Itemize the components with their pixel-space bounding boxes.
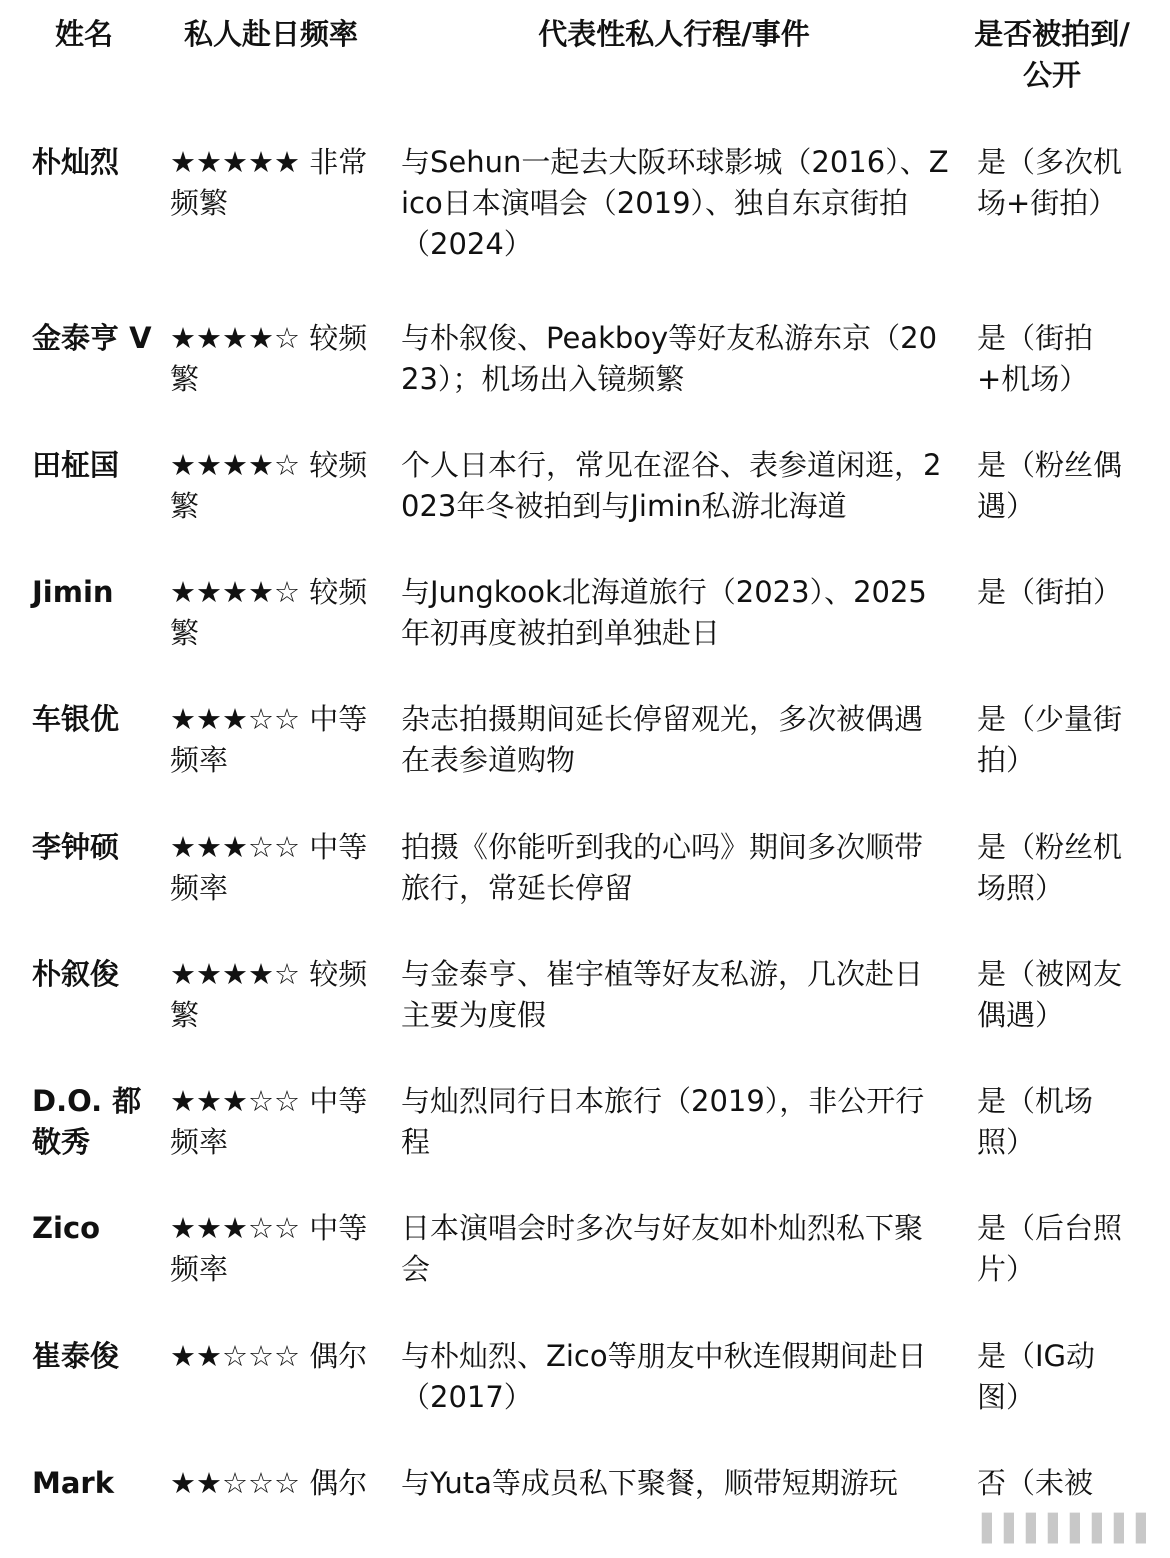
table-row [0,142,1170,270]
table-row [0,572,1170,700]
cell-events: 日本演唱会时多次与好友如朴灿烈私下聚会 [401,1211,924,1286]
table-row [0,699,1170,827]
header-public: 是否被拍到/公开 [974,17,1130,92]
cell-frequency: ★★★☆☆ 中等频率 [170,830,368,905]
cell-frequency: ★★★★☆ 较频繁 [170,448,368,523]
header-name: 姓名 [54,17,113,51]
cell-name: Zico [32,1211,101,1245]
cell-frequency: ★★★☆☆ 中等频率 [170,1084,368,1159]
cell-name: 朴灿烈 [32,145,120,179]
cell-frequency: ★★★★★ 非常频繁 [170,145,368,220]
cell-events: 拍摄《你能听到我的心吗》期间多次顺带旅行，常延长停留 [401,830,924,905]
cell-events: 与朴灿烈、Zico等朋友中秋连假期间赴日（2017） [401,1339,927,1414]
table-row [0,1336,1170,1464]
watermark-stripes: ▌▌▌▌▌▌▌▌ [982,1514,1158,1544]
cell-events: 与灿烈同行日本旅行（2019），非公开行程 [401,1084,925,1159]
cell-events: 与金泰亨、崔宇植等好友私游，几次赴日主要为度假 [401,957,924,1032]
cell-frequency: ★★★☆☆ 中等频率 [170,1211,368,1286]
cell-events: 与Jungkook北海道旅行（2023）、2025年初再度被拍到单独赴日 [401,575,927,650]
cell-name: 崔泰俊 [32,1339,120,1373]
cell-events: 杂志拍摄期间延长停留观光，多次被偶遇在表参道购物 [401,702,924,777]
cell-events: 与Sehun一起去大阪环球影城（2016）、Zico日本演唱会（2019）、独自东京街拍（2024） [401,145,949,261]
cell-name: 车银优 [32,702,120,736]
cell-public: 是（粉丝机场照） [977,830,1123,905]
cell-events: 与朴叙俊、Peakboy等好友私游东京（2023）；机场出入镜频繁 [401,321,938,396]
cell-name: Jimin [32,575,114,609]
cell-events: 与Yuta等成员私下聚餐，顺带短期游玩 [401,1466,898,1500]
cell-frequency: ★★★★☆ 较频繁 [170,321,368,396]
cell-name: 朴叙俊 [32,957,120,991]
cell-public: 是（后台照片） [977,1211,1123,1286]
table-row [0,1081,1170,1209]
table-row [0,827,1170,955]
cell-frequency: ★★★★☆ 较频繁 [170,957,368,1032]
cell-name: Mark [32,1466,115,1500]
header-events: 代表性私人行程/事件 [538,17,810,51]
cell-public: 是（街拍+机场） [977,321,1094,396]
cell-frequency: ★★★☆☆ 中等频率 [170,702,368,777]
cell-frequency: ★★☆☆☆ 偶尔 [170,1466,368,1500]
cell-events: 个人日本行，常见在涩谷、表参道闲逛，2023年冬被拍到与Jimin私游北海道 [401,448,942,523]
cell-frequency: ★★★★☆ 较频繁 [170,575,368,650]
cell-public: 是（粉丝偶遇） [977,448,1123,523]
table-row [0,318,1170,446]
cell-name: D.O. 都敬秀 [32,1084,142,1159]
cell-public: 否（未被 [977,1466,1094,1500]
table-row [0,445,1170,573]
cell-public: 是（机场照） [977,1084,1094,1159]
cell-name: 田柾国 [32,448,120,482]
cell-public: 是（IG动图） [977,1339,1096,1414]
header-frequency: 私人赴日频率 [183,17,358,51]
cell-name: 金泰亨 V [32,321,152,355]
cell-public: 是（多次机场+街拍） [977,145,1123,220]
table-row [0,954,1170,1082]
table-row [0,1208,1170,1336]
cell-public: 是（被网友偶遇） [977,957,1123,1032]
cell-name: 李钟硕 [32,830,120,864]
cell-public: 是（少量街拍） [977,702,1123,777]
cell-frequency: ★★☆☆☆ 偶尔 [170,1339,368,1373]
cell-public: 是（街拍） [977,575,1123,609]
